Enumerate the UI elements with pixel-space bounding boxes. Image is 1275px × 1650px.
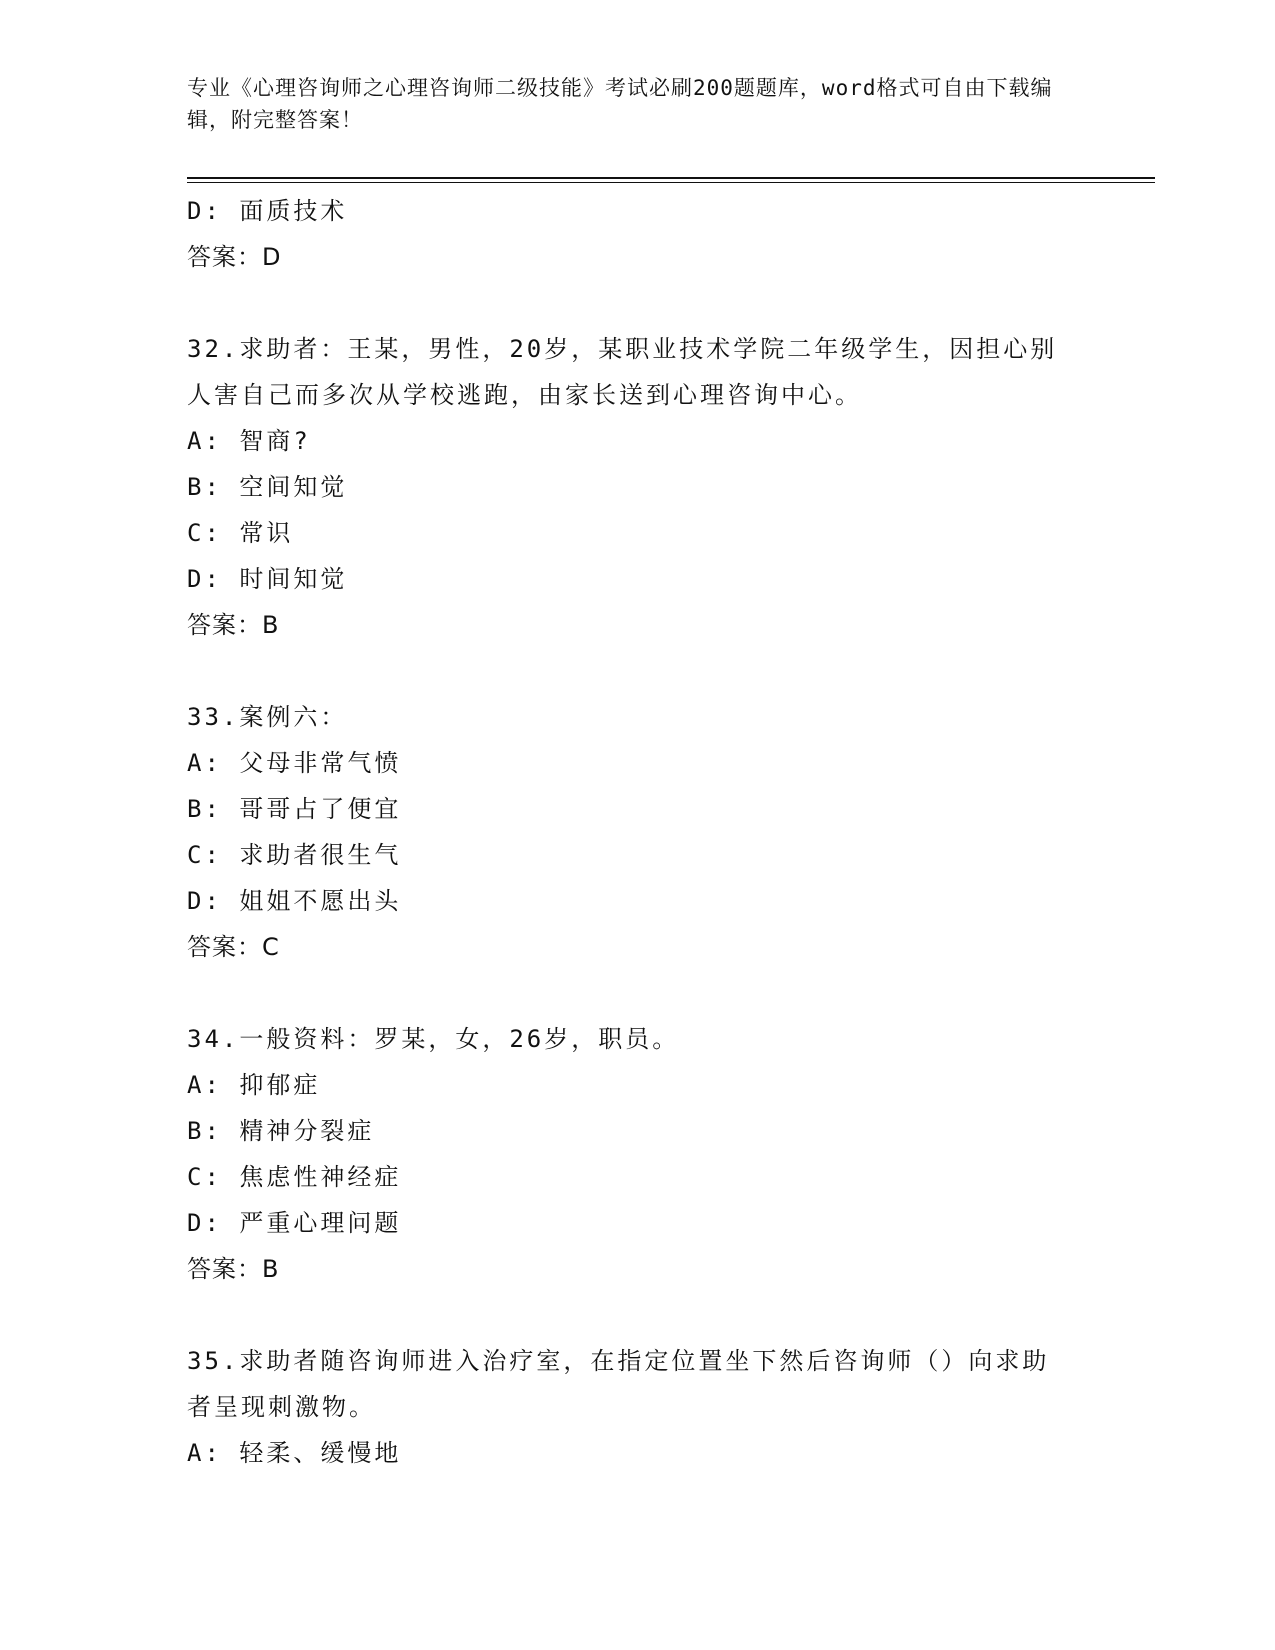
answer-line: 答案：C: [187, 933, 280, 961]
option-a: A: 抑郁症: [187, 1071, 321, 1099]
fragment-answer: 答案：D: [187, 243, 282, 271]
question-33: [187, 694, 1087, 970]
option-b: B: 哥哥占了便宜: [187, 795, 402, 823]
question-text: 34.一般资料：罗某，女，26岁，职员。: [187, 1025, 680, 1053]
question-text: 33.案例六：: [187, 703, 348, 731]
question-34: [187, 1016, 1087, 1292]
option-a: A: 父母非常气愤: [187, 749, 402, 777]
question-text: 35.求助者随咨询师进入治疗室，在指定位置坐下然后咨询师（）向求助者呈现刺激物。: [187, 1347, 1050, 1421]
answer-line: 答案：B: [187, 611, 280, 639]
spacer: [187, 970, 1087, 1016]
fragment-option-d: D: 面质技术: [187, 197, 348, 225]
spacer: [187, 280, 1087, 326]
question-text: 32.求助者：王某，男性，20岁，某职业技术学院二年级学生，因担心别人害自己而多次从学校逃跑，由家长送到心理咨询中心。: [187, 335, 1058, 409]
header-divider: [187, 177, 1155, 183]
option-b: B: 精神分裂症: [187, 1117, 375, 1145]
option-d: D: 严重心理问题: [187, 1209, 402, 1237]
option-b: B: 空间知觉: [187, 473, 348, 501]
option-d: D: 时间知觉: [187, 565, 348, 593]
spacer: [187, 1292, 1087, 1338]
question-32: [187, 326, 1087, 648]
option-c: C: 焦虑性神经症: [187, 1163, 402, 1191]
question-35: [187, 1338, 1087, 1476]
answer-line: 答案：B: [187, 1255, 280, 1283]
option-c: C: 求助者很生气: [187, 841, 402, 869]
page-header: 专业《心理咨询师之心理咨询师二级技能》考试必刷200题题库，word格式可自由下载编辑，附完整答案！: [187, 76, 1053, 132]
option-a: A: 轻柔、缓慢地: [187, 1439, 402, 1467]
option-d: D: 姐姐不愿出头: [187, 887, 402, 915]
option-c: C: 常识: [187, 519, 294, 547]
option-a: A: 智商?: [187, 427, 311, 455]
document-body: [187, 188, 1087, 1476]
spacer: [187, 648, 1087, 694]
